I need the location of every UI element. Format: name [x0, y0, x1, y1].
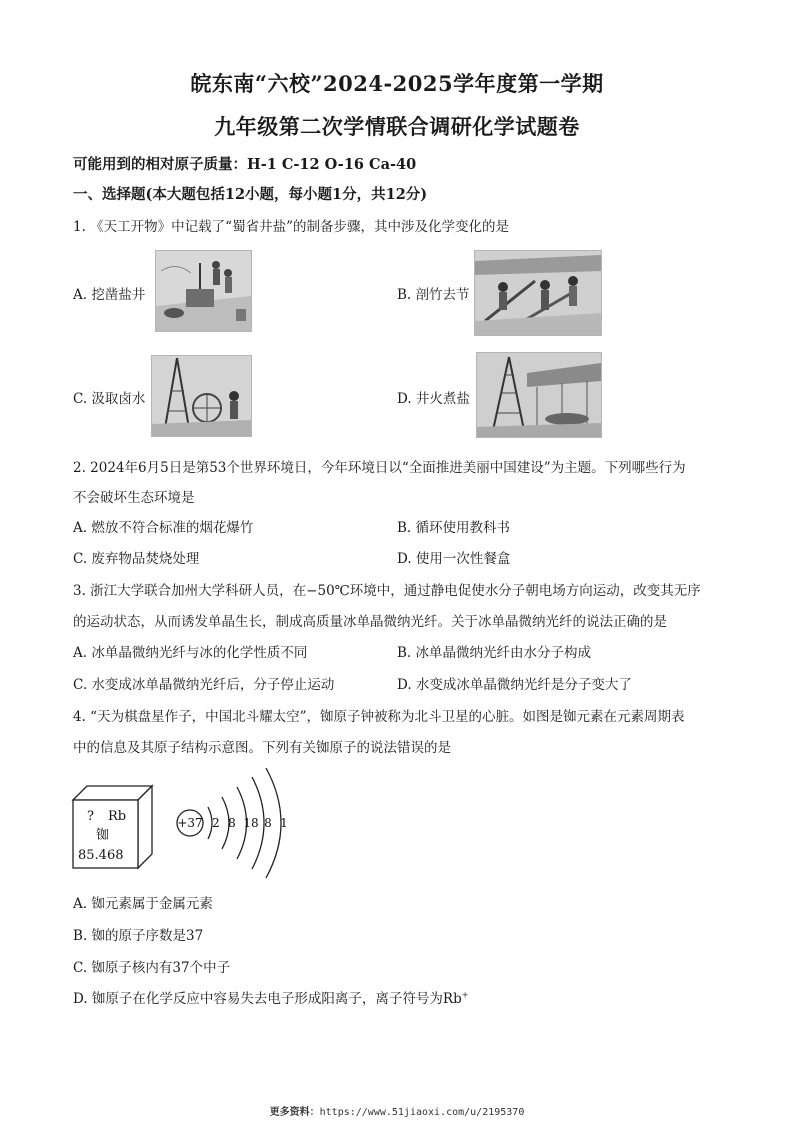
q4-option-d: [73, 987, 468, 1007]
cutting-bamboo-illustration: [474, 250, 602, 336]
q2-option-c: C. 废弃物品焚烧处理: [73, 551, 200, 567]
ion-charge-sup: +: [461, 990, 469, 1000]
element-name: 铷: [96, 828, 110, 843]
q4-stem-line1: 4. “天为棋盘星作子，中国北斗耀太空”，铷原子钟被称为北斗卫星的心脏。如图是铷元素在元素周期表: [73, 709, 685, 725]
q2-option-a: A. 燃放不符合标准的烟花爆竹: [73, 520, 254, 536]
section1-title: 一、选择题(本大题包括12小题，每小题1分，共12分): [73, 186, 428, 203]
rubidium-element-card: [70, 782, 160, 872]
boiling-salt-illustration: [476, 352, 602, 438]
q4-stem-line2: 中的信息及其原子结构示意图。下列有关铷原子的说法错误的是: [73, 740, 451, 756]
q3-option-b: B. 冰单晶微纳光纤由水分子构成: [397, 645, 592, 661]
q4-option-a: A. 铷元素属于金属元素: [73, 896, 213, 912]
footer-label: 更多资料：: [269, 1107, 320, 1118]
atomic-masses: 可能用到的相对原子质量：H-1 C-12 O-16 Ca-40: [73, 156, 417, 173]
q3-stem-line1: 3. 浙江大学联合加州大学科研人员，在−50℃环境中，通过静电促使水分子朝电场方向运动，改变其无序: [73, 583, 701, 599]
element-number: ?: [87, 809, 94, 824]
q2-option-b: B. 循环使用教科书: [397, 520, 511, 536]
q3-stem-line2: 的运动状态，从而诱发单晶生长，制成高质量冰单晶微纳光纤。关于冰单晶微纳光纤的说法正确的是: [73, 614, 667, 630]
digging-well-illustration: [155, 250, 252, 332]
shell-electrons: 8: [228, 816, 236, 830]
drawing-brine-illustration: [151, 355, 252, 437]
q2-option-d: D. 使用一次性餐盒: [397, 551, 511, 567]
shell-electrons: 1: [280, 816, 288, 830]
exam-title-line2: 九年级第二次学情联合调研化学试题卷: [214, 114, 580, 139]
q4-option-b: B. 铷的原子序数是37: [73, 928, 204, 944]
q3-option-d: D. 水变成冰单晶微纳光纤是分子变大了: [397, 677, 632, 693]
element-symbol: Rb: [108, 809, 127, 824]
q1-stem: 1. 《天工开物》中记载了“蜀省井盐”的制备步骤，其中涉及化学变化的是: [73, 219, 509, 235]
q1-option-b: B. 剖竹去节: [397, 287, 470, 303]
footer-link[interactable]: https://www.51jiaoxi.com/u/2195370: [319, 1107, 525, 1118]
q2-stem-line1: 2. 2024年6月5日是第53个世界环境日，今年环境日以“全面推进美丽中国建设”为主题。下列哪些行为: [73, 460, 686, 476]
element-mass: 85.468: [78, 848, 124, 863]
shell-electrons: 8: [264, 816, 272, 830]
q3-option-a: A. 冰单晶微纳光纤与冰的化学性质不同: [73, 645, 308, 661]
exam-title-line1: 皖东南“六校”2024-2025学年度第一学期: [190, 71, 604, 96]
footer: [0, 1103, 794, 1118]
q1-option-a: A. 挖凿盐井: [73, 287, 146, 303]
shell-electrons: 18: [243, 816, 259, 830]
q1-option-d: D. 井火煮盐: [397, 391, 470, 407]
rubidium-atom-diagram: [172, 765, 302, 880]
shell-electrons: 2: [212, 816, 220, 830]
q2-stem-line2: 不会破坏生态环境是: [73, 490, 195, 506]
q4-option-d-text: D. 铷原子在化学反应中容易失去电子形成阳离子，离子符号为Rb: [73, 991, 462, 1007]
q3-option-c: C. 水变成冰单晶微纳光纤后，分子停止运动: [73, 677, 335, 693]
q1-option-c: C. 汲取卤水: [73, 391, 146, 407]
q4-option-c: C. 铷原子核内有37个中子: [73, 960, 231, 976]
nucleus-charge: +37: [177, 816, 203, 830]
